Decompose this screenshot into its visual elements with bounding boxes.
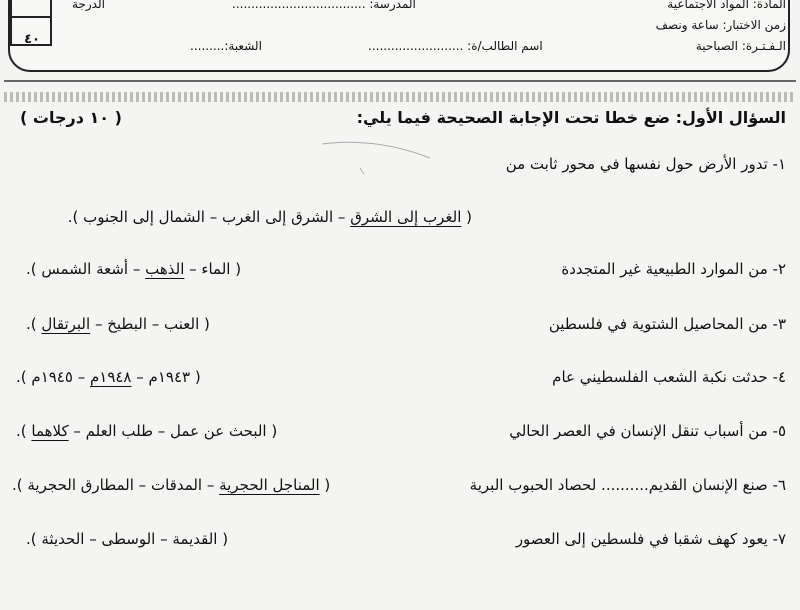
question-item-1-options: ( الغرب إلى الشرق – الشرق إلى الغرب – الشمال إلى الجنوب ).	[67, 208, 472, 226]
pencil-scribble	[320, 138, 440, 178]
question-item-7-stem: ٧- يعود كهف شقبا في فلسطين إلى العصور	[515, 530, 786, 548]
answer-underline-4: ١٩٤٨م	[89, 368, 132, 386]
subject-label: المادة: المواد الاجتماعية	[667, 0, 786, 11]
answer-underline-3: البرتقال	[41, 315, 91, 333]
period-label: الـفـتـرة: الصباحية	[695, 39, 786, 53]
question-item-6-stem: ٦- صنع الإنسان القديم.......... لحصاد الحبوب البرية	[469, 476, 786, 494]
grade-value: ٤٠	[24, 32, 40, 47]
question-item-3-options: ( العنب – البطيخ – البرتقال ).	[26, 315, 210, 333]
question-item-4-options: ( ١٩٤٣م – ١٩٤٨م – ١٩٤٥م ).	[16, 368, 201, 386]
question-marks: ( ١٠ درجات )	[20, 108, 122, 127]
question-item-6-options: ( المناجل الحجرية – المدقات – المطارق الحجرية ).	[12, 476, 331, 494]
grade-label: الدرجة	[72, 0, 105, 11]
question-item-5-stem: ٥- من أسباب تنقل الإنسان في العصر الحالي	[509, 422, 786, 440]
answer-underline-6: المناجل الحجرية	[219, 476, 320, 494]
student-name-field: اسم الطالب/ة: .........................	[368, 39, 543, 53]
school-field: المدرسة: ...................................	[232, 0, 416, 11]
question-item-4-stem: ٤- حدثت نكبة الشعب الفلسطيني عام	[552, 368, 786, 386]
question-title: السؤال الأول: ضع خطا تحت الإجابة الصحيحة فيما يلي:	[356, 108, 786, 127]
dotted-divider	[4, 92, 796, 102]
question-item-2-stem: ٢- من الموارد الطبيعية غير المتجددة	[561, 260, 786, 278]
question-item-3-stem: ٣- من المحاصيل الشتوية في فلسطين	[548, 315, 786, 333]
question-item-2-options: ( الماء – الذهب – أشعة الشمس ).	[26, 260, 242, 278]
answer-underline-1: الغرب إلى الشرق	[350, 208, 462, 226]
question-item-7-options: ( القديمة – الوسطى – الحديثة ).	[26, 530, 229, 548]
header-divider	[4, 80, 796, 82]
duration-label: زمن الاختبار: ساعة ونصف	[655, 18, 786, 32]
section-field: الشعبة:.........	[190, 39, 262, 53]
question-item-1-stem: ١- تدور الأرض حول نفسها في محور ثابت من	[505, 155, 786, 173]
answer-underline-2: الذهب	[145, 260, 185, 278]
answer-underline-5: كلاهما	[31, 422, 69, 440]
question-item-5-options: ( البحث عن عمل – طلب العلم – كلاهما ).	[16, 422, 278, 440]
